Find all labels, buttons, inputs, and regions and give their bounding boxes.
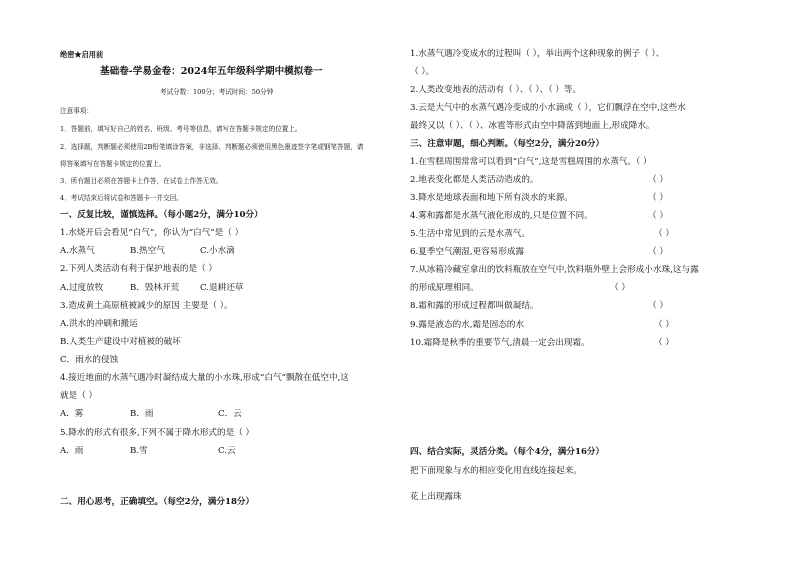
notice-heading: 注意事项： [60, 107, 93, 115]
section-4-heading: 四、结合实际，灵活分类。（每个4分，满分16分） [410, 447, 605, 457]
fill-3-line-2: 最终又以（ ）、（ ）、冰雹等形式由空中降落到地面上,形成降水。 [410, 121, 655, 131]
exam-info: 考试分数：100分；考试时间：50分钟 [160, 88, 274, 96]
judge-7-paren: （ ） [610, 283, 630, 293]
question-3: 3.造成黄土高原植被减少的原因 主要是（ ）。 [60, 301, 233, 311]
judge-3: 3.降水是地球表面和地下所有淡水的来源。 [410, 193, 573, 203]
q4-option-a: A．雾 [60, 409, 84, 419]
judge-6-paren: （ ） [648, 247, 668, 257]
q1-option-c: C.小水滴 [200, 246, 235, 256]
section-3-heading: 三、注意审题，细心判断。（每空2分，满分20分） [410, 139, 605, 149]
notice-item: 4．考试结束后将试卷和答题卡一并交回。 [60, 194, 183, 202]
q2-option-a: A.过度放牧 [60, 283, 104, 293]
fill-3-line-1: 3.云是大气中的水蒸气遇冷变成的小水滴或（ ），它们飘浮在空中,这些水 [410, 103, 686, 113]
q2-option-b: B．毁林开荒 [130, 283, 180, 293]
judge-2-paren: （ ） [648, 175, 668, 185]
judge-5: 5.生活中常见到的云是水蒸气。 [410, 229, 530, 239]
judge-3-paren: （ ） [648, 193, 668, 203]
judge-5-paren: （ ） [654, 229, 674, 239]
judge-8: 8.霜和露的形成过程都叫做凝结。 [410, 301, 539, 311]
q5-option-c: C.云 [218, 446, 236, 456]
question-2: 2.下列人类活动有利于保护地表的是（ ） [60, 264, 218, 274]
q3-option-a: A.洪水的冲刷和搬运 [60, 319, 138, 329]
q5-option-a: A．雨 [60, 446, 84, 456]
q4-option-b: B．雨 [130, 409, 154, 419]
q5-option-b: B.雪 [130, 446, 148, 456]
question-4-line-1: 4.接近地面的水蒸气遇冷时凝结成大量的小水珠,形成“白气”飘散在低空中,这 [60, 373, 349, 383]
judge-7-line-2: 的形成原理相同。 [410, 283, 479, 293]
q3-option-b: B.人类生产建设中对植被的破坏 [60, 337, 181, 347]
section-4-item: 花上出现露珠 [410, 492, 462, 502]
notice-item: 将答案填写在答题卡规定的位置上。 [60, 160, 166, 168]
judge-9: 9.露是液态的水,霜是固态的水 [410, 320, 525, 330]
judge-2: 2.地表变化都是人类活动造成的。 [410, 175, 539, 185]
q4-option-c: C．云 [218, 409, 242, 419]
q3-option-c: C．雨水的侵蚀 [60, 355, 119, 365]
judge-1: 1.在雪糕周围常常可以看到“白气”,这是雪糕周围的水蒸气。（ ） [410, 157, 652, 167]
q2-option-c: C.退耕还草 [200, 283, 244, 293]
fill-1-line-1: 1.水蒸气遇冷变成水的过程叫（ ），举出两个这种现象的例子（ ）、 [410, 49, 665, 59]
exam-title: 基础卷-学易金卷：2024年五年级科学期中模拟卷一 [100, 66, 323, 77]
fill-1-line-2: （ ）。 [410, 67, 435, 77]
q1-option-a: A.水蒸气 [60, 246, 95, 256]
judge-7-line-1: 7.从冰箱冷藏室拿出的饮料瓶放在空气中,饮料瓶外壁上会形成小水珠,这与露 [410, 265, 699, 275]
judge-6: 6.夏季空气潮湿,更容易形成露 [410, 247, 525, 257]
secret-label: 绝密★启用前 [60, 50, 104, 59]
section-4-instruction: 把下面现象与水的相应变化用直线连接起来。 [410, 466, 582, 476]
judge-10: 10.霜降是秋季的重要节气,清晨一定会出现霜。 [410, 338, 590, 348]
fill-2: 2.人类改变地表的活动有（ ）、（ ）、（ ）等。 [410, 85, 582, 95]
question-5: 5.降水的形式有很多,下列不属于降水形式的是（ ） [60, 428, 255, 438]
notice-item: 3．所有题目必须在答题卡上作答，在试卷上作答无效。 [60, 177, 223, 185]
notice-item: 2．选择题，判断题必须使用2B铅笔填涂答案，非选择、判断题必须使用黑色墨迹签字笔或钢笔答题，请 [60, 143, 364, 151]
section-2-heading: 二、用心思考，正确填空。（每空2分，满分18分） [60, 497, 255, 507]
question-4-line-2: 就是（ ） [60, 391, 98, 401]
judge-4-paren: （ ） [648, 211, 668, 221]
judge-9-paren: （ ） [654, 320, 674, 330]
judge-10-paren: （ ） [654, 338, 674, 348]
judge-8-paren: （ ） [648, 301, 668, 311]
q1-option-b: B.热空气 [130, 246, 165, 256]
question-1: 1.水烧开后会看见“白气”，你认为“白气”是（ ） [60, 228, 244, 238]
judge-4: 4.雾和露都是水蒸气液化形成的,只是位置不同。 [410, 211, 593, 221]
notice-item: 1．答题前，填写好自己的姓名、班级、考号等信息，请写在答题卡规定的位置上。 [60, 125, 302, 133]
section-1-heading: 一、反复比较，谨慎选择。（每小题2分，满分10分） [60, 210, 263, 220]
